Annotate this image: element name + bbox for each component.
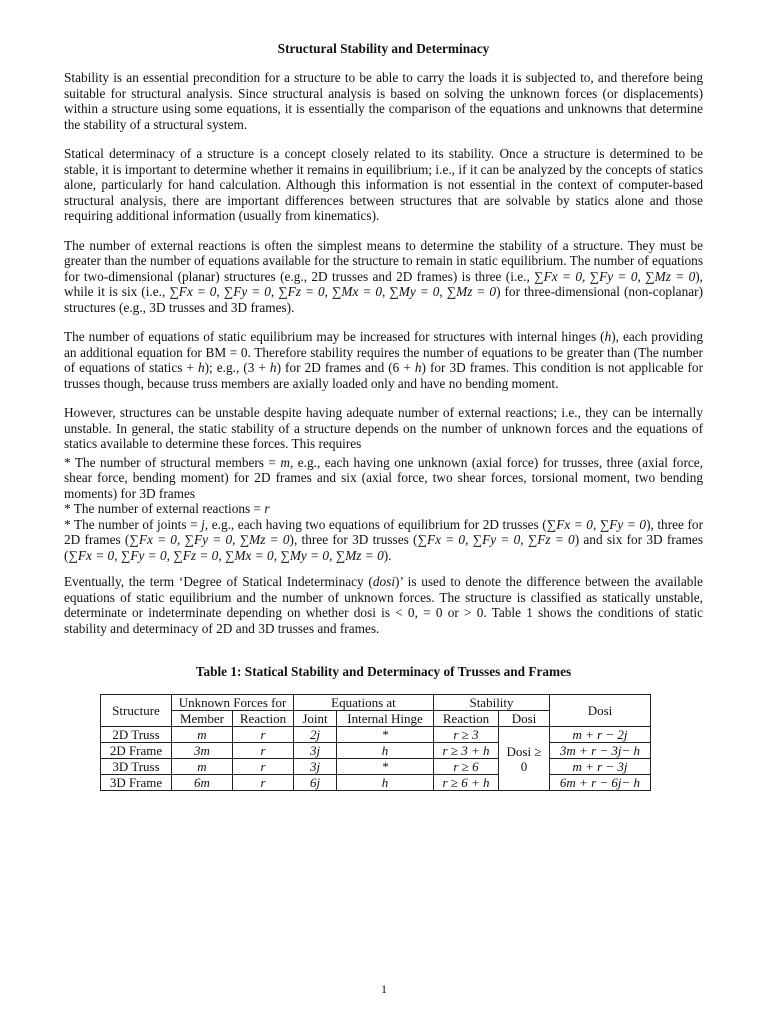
paragraph-dosi: Eventually, the term ‘Degree of Statical Indeterminacy (dosi)’ is used to denote the difference between the available equations of static equilibrium and the number of unknown forces. The structure is classified as statically unstable, determinate or indeterminate depending on whether dosi is < 0, = 0 or > 0. Table 1 shows the conditions of static stability and determinacy of 2D and 3D trusses and frames. bbox=[64, 574, 703, 636]
requirements-list bbox=[64, 455, 703, 564]
header-internal-hinge: Internal Hinge bbox=[337, 711, 434, 727]
paragraph-determinacy: Statical determinacy of a structure is a concept closely related to its stability. Once a structure is determined to be stable, it is important to determine whether it remains in equilibrium; i.e., if it can be analyzed by the concepts of statics alone, particularly for hand calculation. Although this information is not essential in the context of computer-based structural analysis, there are important differences between structures that are solvable by statics alone and those requiring additional information (usually from kinematics). bbox=[64, 146, 703, 223]
header-structure: Structure bbox=[101, 695, 172, 727]
page bbox=[64, 39, 703, 791]
header-stability-reaction: Reaction bbox=[434, 711, 499, 727]
table-caption: Table 1: Statical Stability and Determinacy of Trusses and Frames bbox=[195, 664, 572, 679]
paragraph-internal-hinges: The number of equations of static equilibrium may be increased for structures with internal hinges (h), each providing an additional equation for BM = 0. Therefore stability requires the number of equations to be greater than (The number of equations of statics + h); e.g., (3 + h) for 2D frames and (6 + h) for 3D frames. This condition is not applicable for trusses though, because truss members are axially loaded only and have no bending moment. bbox=[64, 329, 704, 391]
dosi-condition-cell: Dosi ≥ 0 bbox=[499, 727, 550, 791]
header-dosi: Dosi bbox=[550, 695, 651, 727]
document-title: Structural Stability and Determinacy bbox=[277, 41, 490, 56]
header-joint: Joint bbox=[294, 711, 337, 727]
table-row: 2D Truss m r 2j * r ≥ 3 Dosi ≥ 0 m + r − 2j bbox=[101, 727, 651, 743]
equations-3d: ∑Fx = 0, ∑Fy = 0, ∑Fz = 0, ∑Mx = 0, ∑My = 0, ∑Mz = 0 bbox=[169, 284, 497, 299]
page-number: 1 bbox=[381, 982, 387, 996]
equations-2d: ∑Fx = 0, ∑Fy = 0, ∑Mz = 0 bbox=[534, 268, 696, 284]
table-row: 3D Truss m r 3j * r ≥ 6 m + r − 3j bbox=[101, 759, 651, 775]
table-row: 3D Frame 6m r 6j h r ≥ 6 + h 6m + r − 6j− h bbox=[101, 775, 651, 791]
header-reaction: Reaction bbox=[233, 711, 294, 727]
table-header-row bbox=[101, 695, 651, 711]
paragraph-external-reactions: The number of external reactions is often the simplest means to determine the stability of a structure. They must be greater than the number of equations available for the structure to remain in static equilibrium. The number of equations for two-dimensional (planar) structures (e.g., 2D trusses and 2D frames) is three (i.e., ∑Fx = 0, ∑Fy = 0, ∑Mz = 0), while it is six (i.e., ∑Fx = 0, ∑Fy = 0, ∑Fz = 0, ∑Mx = 0, ∑My = 0, ∑Mz = 0) for three-dimensional (non-coplanar) structures (e.g., 3D trusses and 3D frames). bbox=[64, 237, 704, 315]
header-unknown-forces: Unknown Forces for bbox=[172, 695, 294, 711]
header-member: Member bbox=[172, 711, 233, 727]
list-item: * The number of external reactions = r bbox=[64, 501, 270, 516]
header-equations: Equations at bbox=[294, 695, 434, 711]
header-stability-dosi: Dosi bbox=[499, 711, 550, 727]
table-row: 2D Frame 3m r 3j h r ≥ 3 + h 3m + r − 3j− h bbox=[101, 743, 651, 759]
list-item: * The number of joints = j, e.g., each having two equations of equilibrium for 2D trusses (∑Fx = 0, ∑Fy = 0), three for 2D frames (∑Fx = 0, ∑Fy = 0, ∑Mz = 0), three for 3D trusses (∑Fx = 0, ∑Fy = 0, ∑Fz = 0) and six for 3D frames (∑Fx = 0, ∑Fy = 0, ∑Fz = 0, ∑Mx = 0, ∑My = 0, ∑Mz = 0). bbox=[64, 516, 704, 563]
header-stability: Stability bbox=[434, 695, 550, 711]
paragraph-internal-stability: However, structures can be unstable despite having adequate number of external reactions; i.e., they can be internally unstable. In general, the static stability of a structure depends on the number of unknown forces and the equations of statics available to determine these forces. This requires bbox=[64, 405, 703, 451]
paragraph-stability: Stability is an essential precondition for a structure to be able to carry the loads it is subjected to, and therefore being suitable for structural analysis. Since structural analysis is based on solving the unknown forces (or displacements) within a structure using some equations, it is essentially the comparison of the equations and unknowns that determine the stability of a structural system. bbox=[64, 70, 703, 132]
list-item: * The number of structural members = m, e.g., each having one unknown (axial force) for trusses, three (axial force, shear force, bending moment) for 2D frames and six (axial force, two shear forces, torsional moment, two bending moments) for 3D frames bbox=[64, 454, 703, 501]
stability-table bbox=[100, 694, 651, 791]
